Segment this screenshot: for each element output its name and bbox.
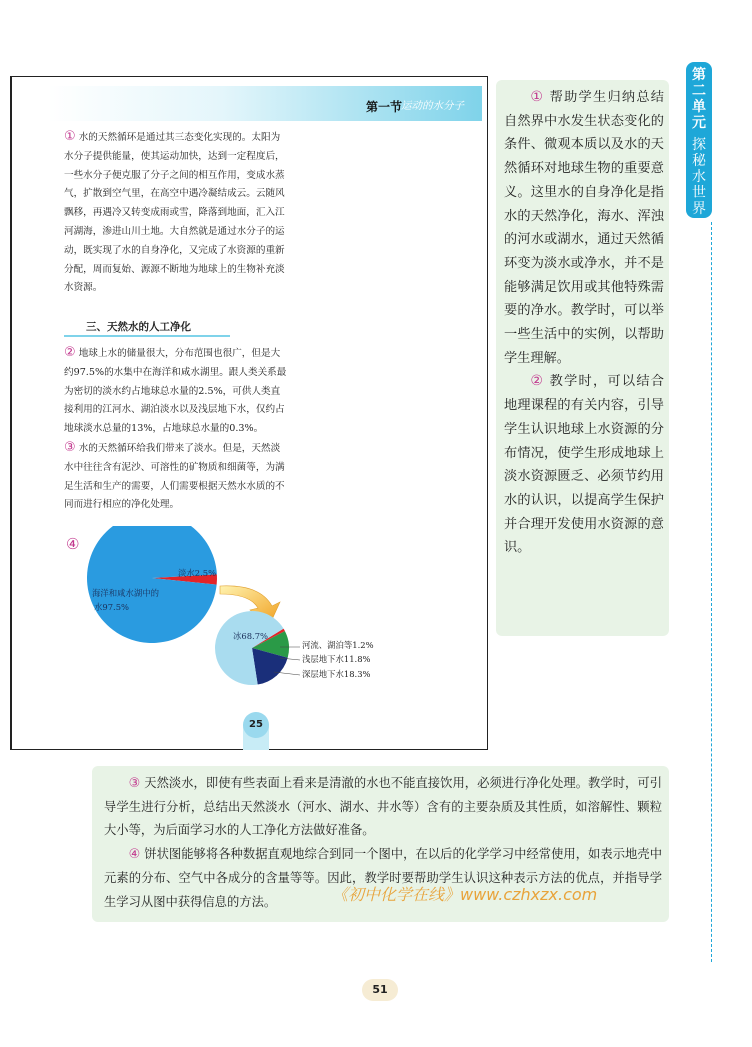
pie-label: 深层地下水18.3% <box>302 669 371 679</box>
bottom-note-item <box>104 772 662 843</box>
pie-chart-total-water <box>87 526 217 643</box>
text-line: 地球淡水总量的13%，占地球总水量的0.3%。 <box>64 423 264 435</box>
text-line: 水的天然循环是通过其三态变化实现的。太阳为 <box>78 132 281 143</box>
pie-label: 河流、湖泊等1.2% <box>302 640 374 650</box>
text-line: 水中往往含有泥沙、可溶性的矿物质和细菌等，为满 <box>64 461 285 473</box>
marker-3: ③ <box>64 439 76 455</box>
text-line: 为密切的淡水约占地球总水量的2.5%，可供人类直 <box>64 385 281 397</box>
inner-page-number: 25 <box>243 712 269 738</box>
pie-slice <box>87 526 217 643</box>
text-line: 地球上水的储量很大，分布范围也很广，但是大 <box>78 348 281 359</box>
bottom-note-text: 天然淡水，即使有些表面上看来是清澈的水也不能直接饮用，必须进行净化处理。教学时，可引导学生进行分析，总结出天然淡水（河水、湖水、井水等）含有的主要杂质及其性质，如溶解性、颗粒大小等，为后面学习水的人工净化方法做好准备。 <box>104 776 662 838</box>
text-line: 河湖海，渗进山川土地。大自然就是通过水分子的运 <box>64 225 285 237</box>
side-note <box>504 86 664 560</box>
page-number: 51 <box>362 979 398 1001</box>
side-note-item <box>504 86 664 370</box>
text-line: 同而进行相应的净化处理。 <box>64 499 180 511</box>
section-subtitle: 运动的水分子 <box>401 100 464 112</box>
pie-label: 冰68.7% <box>233 631 268 641</box>
marker-2: ② <box>530 373 545 390</box>
unit-side-tab <box>686 62 712 218</box>
section-heading: 三、天然水的人工净化 <box>64 319 230 337</box>
side-note-text: 教学时，可以结合地理课程的有关内容，引导学生认识地球上水资源的分布情况，使学生形成地球上淡水资源匮乏、必须节约用水的认识，以提高学生保护并合理开发使用水资源的意识。 <box>504 374 664 556</box>
dashed-guide-line <box>711 222 712 962</box>
chart-marker: ④ <box>66 535 80 553</box>
unit-label: 第二单元 <box>692 67 706 131</box>
text-line: 水资源。 <box>64 282 103 294</box>
marker-2: ② <box>64 345 76 360</box>
pie-label: 浅层地下水11.8% <box>302 654 371 664</box>
text-line: 分配，周而复始、源源不断地为地球上的生物补充淡 <box>64 263 285 275</box>
bottom-note-text: 饼状图能够将各种数据直观地综合到同一个图中，在以后的化学学习中经常使用，如表示地壳中元素的分布、空气中各成分的含量等等。因此，教学时要帮助学生认识这种表示方法的优点，并指导学生学习从图中获得信息的方法。 <box>104 847 662 909</box>
water-distribution-pie-charts <box>60 526 410 696</box>
text-line: 接利用的江河水、湖泊淡水以及浅层地下水，仅约占 <box>64 404 285 416</box>
section-header-bar <box>48 86 482 121</box>
paragraph-2 <box>64 344 319 515</box>
pie-label: 淡水2.5% <box>178 568 217 578</box>
text-line: 水的天然循环给我们带来了淡水。但是，天然淡 <box>78 442 281 454</box>
marker-4: ④ <box>128 847 141 863</box>
pie-label: 水97.5% <box>94 602 129 612</box>
section-label: 第一节 <box>365 100 402 114</box>
paragraph-1 <box>64 128 319 298</box>
text-line: 动，既实现了水的自身净化，又完成了水资源的重新 <box>64 244 285 256</box>
text-line: 飘移，再遇冷又转变成雨或雪，降落到地面，汇入江 <box>64 207 285 219</box>
side-note-text: 帮助学生归纳总结自然界中水发生状态变化的条件、微观本质以及水的天然循环对地球生物的重要意义。这里水的自身净化是指水的天然净化，海水、浑浊的河水或湖水，通过天然循环变为淡水或净水，并不是能够满足饮用或其他特殊需要的净水。教学时，可以举一些生活中的实例，以帮助学生理解。 <box>504 90 664 366</box>
pie-label: 海洋和咸水湖中的 <box>92 588 159 598</box>
text-line: 一些水分子便克服了分子之间的相互作用，变成水蒸 <box>64 169 285 181</box>
unit-title: 探秘水世界 <box>692 137 706 217</box>
marker-3: ③ <box>128 776 141 791</box>
text-line: 气，扩散到空气里，在高空中遇冷凝结成云。云随风 <box>64 188 285 200</box>
side-note-item <box>504 370 664 560</box>
text-line: 足生活和生产的需要，人们需要根据天然水水质的不 <box>64 480 285 492</box>
text-line: 约97.5%的水集中在海洋和咸水湖里。跟人类关系最 <box>64 366 287 378</box>
pie-chart-fresh-water <box>215 611 289 685</box>
marker-1: ① <box>530 89 545 105</box>
text-line: 水分子提供能量，使其运动加快，达到一定程度后， <box>64 150 285 162</box>
marker-1: ① <box>64 129 76 144</box>
watermark: 《初中化学在线》www.czhxzx.com <box>332 885 598 904</box>
